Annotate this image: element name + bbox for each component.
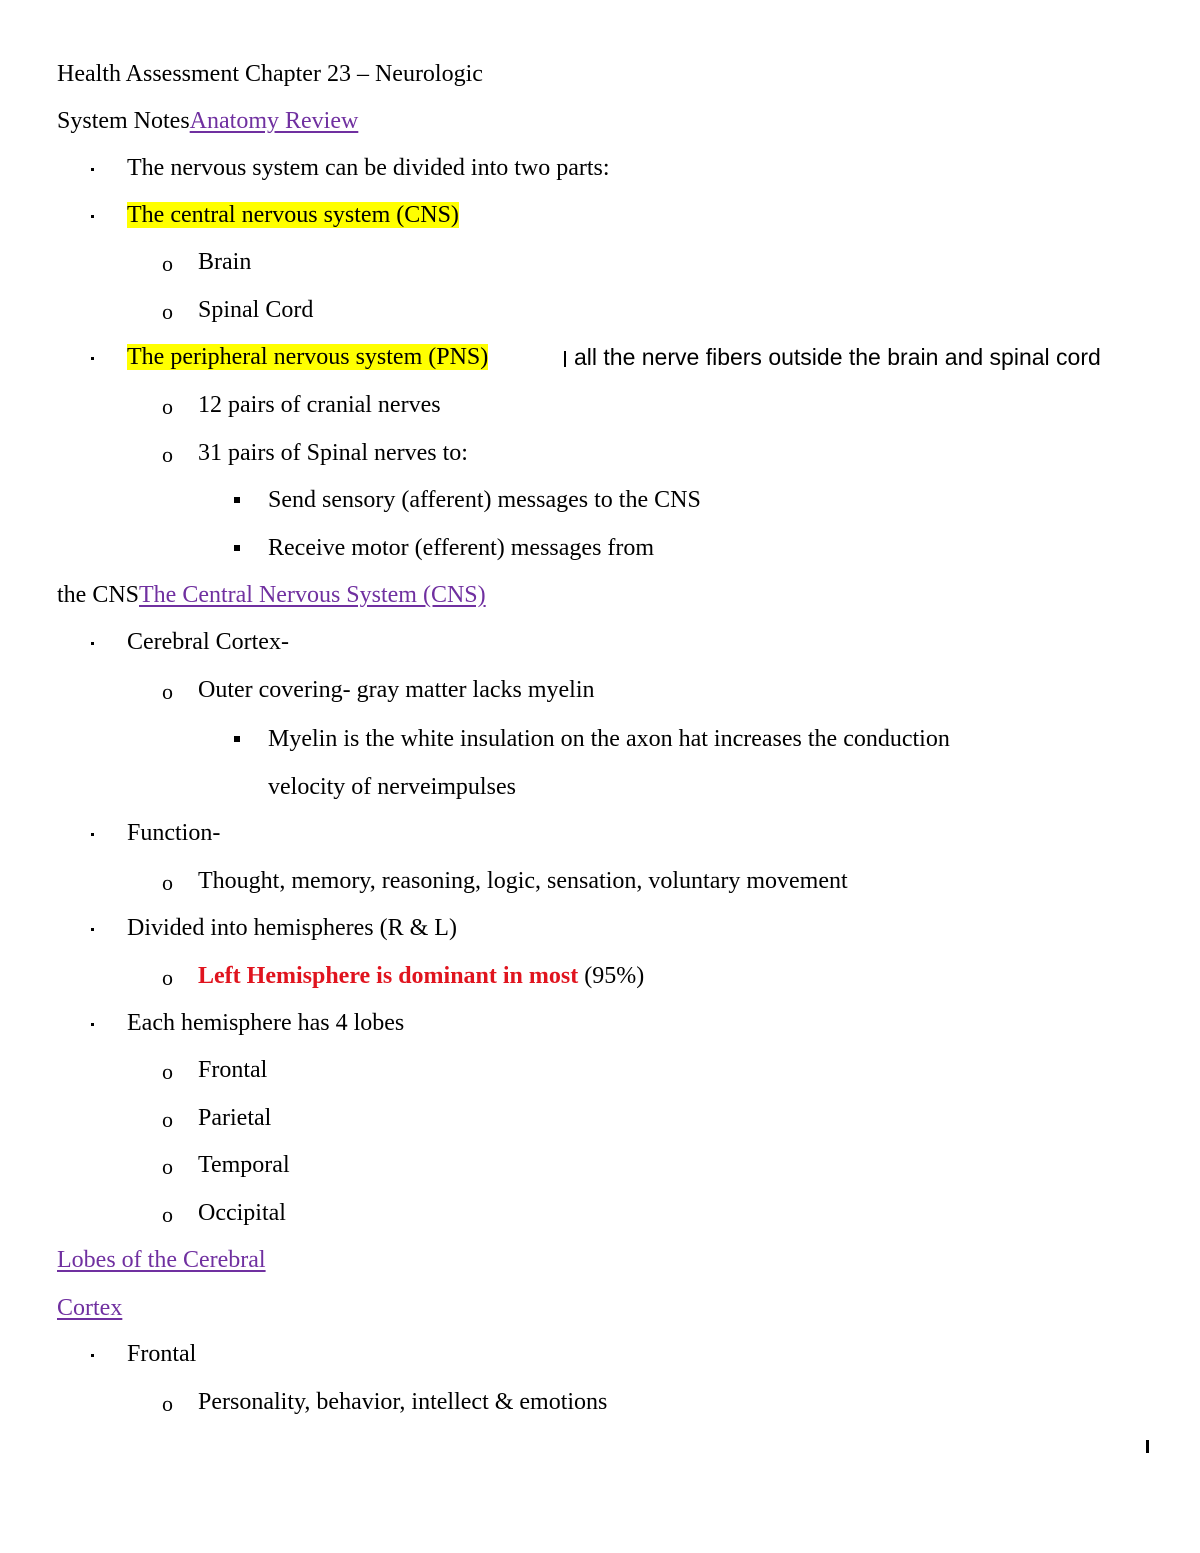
- list-item: Spinal Cord: [198, 297, 314, 323]
- sub-bullet-marker: o: [162, 1154, 173, 1179]
- continued-text: the CNS: [57, 582, 140, 608]
- list-item: Personality, behavior, intellect & emotions: [198, 1389, 608, 1415]
- anatomy-review-link[interactable]: Anatomy Review: [189, 108, 359, 134]
- bullet-marker: [91, 642, 94, 645]
- sub-bullet-marker: o: [162, 1107, 173, 1132]
- sub-bullet-marker: o: [162, 1202, 173, 1227]
- title-suffix: System Notes: [57, 108, 190, 134]
- highlighted-text: The peripheral nervous system (PNS): [127, 344, 489, 370]
- list-item: Temporal: [198, 1152, 290, 1178]
- list-item: 31 pairs of Spinal nerves to:: [198, 440, 468, 466]
- bullet-marker: [91, 357, 94, 360]
- list-item: Occipital: [198, 1200, 286, 1226]
- list-item: Outer covering- gray matter lacks myelin: [198, 677, 595, 703]
- sub-bullet-marker: o: [162, 251, 173, 276]
- list-item: Myelin is the white insulation on the axon hat increases the conduction: [268, 726, 950, 752]
- sub-bullet-marker: o: [162, 1059, 173, 1084]
- list-item-cns: [127, 201, 459, 229]
- list-item: Brain: [198, 249, 252, 275]
- page-marker: [1146, 1440, 1149, 1453]
- bullet-marker: [91, 1354, 94, 1357]
- list-item: Frontal: [198, 1057, 268, 1083]
- list-item: Parietal: [198, 1105, 272, 1131]
- bullet-marker: [91, 928, 94, 931]
- sub-bullet-marker: o: [162, 299, 173, 324]
- list-item-continuation: velocity of nerveimpulses: [268, 774, 516, 800]
- cortex-link[interactable]: Cortex: [57, 1295, 123, 1321]
- list-item: Frontal: [127, 1341, 197, 1367]
- bullet-marker: [234, 736, 240, 742]
- bullet-marker: [91, 215, 94, 218]
- bullet-marker: [91, 1023, 94, 1026]
- list-item: Function-: [127, 820, 221, 846]
- list-item: Cerebral Cortex-: [127, 629, 289, 655]
- central-nervous-system-link[interactable]: The Central Nervous System (CNS): [139, 582, 486, 608]
- lobes-of-cerebral-link[interactable]: Lobes of the Cerebral: [57, 1247, 266, 1273]
- sub-bullet-marker: o: [162, 442, 173, 467]
- sub-bullet-marker: o: [162, 679, 173, 704]
- bullet-marker: [234, 497, 240, 503]
- cns-heading-line: [57, 581, 486, 609]
- list-item-pns: [127, 343, 488, 371]
- list-item: Divided into hemispheres (R & L): [127, 915, 457, 941]
- list-item: Each hemisphere has 4 lobes: [127, 1010, 405, 1036]
- separator-mark: [564, 351, 566, 367]
- pns-description: all the nerve fibers outside the brain and spinal cord: [574, 344, 1101, 370]
- sub-bullet-marker: o: [162, 394, 173, 419]
- list-item: Send sensory (afferent) messages to the CNS: [268, 487, 701, 513]
- list-item: The nervous system can be divided into two parts:: [127, 155, 610, 181]
- lobes-heading-line-2: [57, 1294, 122, 1322]
- sub-bullet-marker: o: [162, 1391, 173, 1416]
- title-line-2: [57, 107, 358, 135]
- list-item: Thought, memory, reasoning, logic, sensation, voluntary movement: [198, 868, 848, 894]
- sub-bullet-marker: o: [162, 870, 173, 895]
- sub-bullet-marker: o: [162, 965, 173, 990]
- list-item: Receive motor (efferent) messages from: [268, 535, 655, 561]
- lobes-heading-line-1: [57, 1246, 266, 1274]
- bullet-marker: [91, 168, 94, 171]
- bullet-marker: [91, 833, 94, 836]
- list-item-left-hemisphere: [198, 962, 644, 990]
- percent-text: (95%): [578, 963, 645, 989]
- list-item: 12 pairs of cranial nerves: [198, 392, 441, 418]
- highlighted-text: The central nervous system (CNS): [127, 202, 459, 228]
- page-title: Health Assessment Chapter 23 – Neurologic: [57, 61, 483, 87]
- emphasis-text: Left Hemisphere is dominant in most: [198, 963, 579, 989]
- bullet-marker: [234, 545, 240, 551]
